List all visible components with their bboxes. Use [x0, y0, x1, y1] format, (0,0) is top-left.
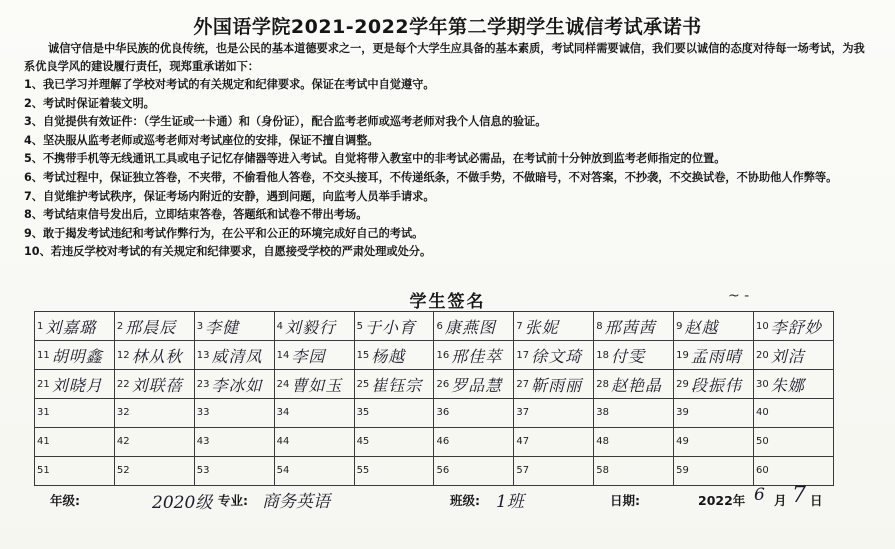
seat-number: 45 [356, 436, 370, 448]
signature-cell [514, 341, 594, 370]
seat-number: 5 [356, 320, 363, 332]
signature-cell [35, 341, 115, 370]
seat-number: 54 [276, 465, 290, 477]
signature-cell [354, 312, 434, 341]
seat-number: 42 [116, 436, 130, 448]
signature-cell [514, 428, 594, 457]
signature-cell [354, 457, 434, 486]
signature-cell [194, 341, 274, 370]
signature-cell [594, 370, 674, 399]
footer [50, 483, 850, 513]
student-signature: 孟雨晴 [690, 346, 742, 366]
signature-row [35, 370, 834, 399]
rule-item: 5、不携带手机等无线通讯工具或电子记忆存储器等进入考试。自觉将带入教室中的非考试必需品，在考试前十分钟放到监考老师指定的位置。 [24, 152, 726, 166]
signature-cell [434, 370, 514, 399]
signature-cell [514, 457, 594, 486]
signature-cell [274, 341, 354, 370]
document-title: 外国语学院2021-2022学年第二学期学生诚信考试承诺书 [193, 16, 702, 38]
student-signature: 林从秋 [131, 346, 183, 366]
signature-cell [274, 428, 354, 457]
seat-number: 59 [676, 465, 689, 477]
signature-cell [594, 399, 674, 428]
student-signature: 靳雨丽 [531, 375, 583, 395]
signature-cell [514, 399, 594, 428]
seat-number: 9 [676, 320, 683, 332]
student-signature: 邢茜茜 [604, 317, 656, 337]
seat-number: 33 [196, 407, 210, 419]
seat-number: 20 [756, 349, 769, 361]
rule-item: 10、若违反学校对考试的有关规定和纪律要求，自愿接受学校的严肃处理或处分。 [24, 245, 432, 259]
seat-number: 40 [756, 407, 769, 419]
seat-number: 60 [756, 465, 769, 477]
intro-paragraph: 诚信守信是中华民族的优良传统，也是公民的基本道德要求之一，更是每个大学生应具备的基本素质，考试同样需要诚信，我们要以诚信的态度对待每一场考试，为我系优良学风的建设履行责任，现郑重承诺如下： [24, 42, 865, 73]
student-signature: 崔钰宗 [371, 375, 423, 395]
seat-number: 34 [276, 407, 290, 419]
signature-cell [434, 399, 514, 428]
signature-row [35, 399, 834, 428]
seat-number: 58 [596, 465, 609, 477]
student-signature: 威清凤 [211, 346, 263, 366]
rule-item: 2、考试时保证着装文明。 [24, 96, 155, 110]
seat-number: 51 [37, 465, 50, 477]
rule-item: 3、自觉提供有效证件：（学生证或一卡通）和（身份证），配合监考老师或巡考老师对我个人信息的验证。 [24, 115, 547, 129]
seat-number: 1 [37, 320, 44, 332]
seat-number: 49 [676, 436, 689, 448]
rule-item: 6、考试过程中，保证独立答卷，不夹带，不偷看他人答卷，不交头接耳，不传递纸条，不做手势，不做暗号，不对答案，不抄袭，不交换试卷，不协助他人作弊等。 [24, 170, 838, 184]
seat-number: 55 [356, 465, 370, 477]
student-signature: 朱娜 [770, 375, 805, 395]
signature-cell [274, 370, 354, 399]
student-signature: 李健 [205, 317, 240, 337]
signature-cell [354, 341, 434, 370]
student-signature: 曹如玉 [291, 375, 343, 395]
date-day-unit: 日 [810, 493, 823, 508]
seat-number: 10 [756, 320, 769, 332]
seat-number: 41 [37, 436, 50, 448]
signature-cell [114, 312, 194, 341]
signature-cell [274, 312, 354, 341]
signature-row [35, 312, 834, 341]
signature-cell [674, 399, 754, 428]
rule-item: 7、自觉维护考试秩序，保证考场内附近的安静，遇到问题，向监考人员举手请求。 [24, 189, 435, 203]
seat-number: 56 [436, 465, 450, 477]
student-signature: 李园 [291, 346, 326, 366]
seat-number: 27 [516, 378, 530, 390]
seat-number: 37 [516, 407, 530, 419]
student-signature: 赵艳晶 [610, 375, 662, 395]
major-value: 商务英语 [262, 492, 330, 512]
seat-number: 35 [356, 407, 370, 419]
signature-cell [354, 399, 434, 428]
seat-number: 48 [596, 436, 609, 448]
signature-cell [354, 370, 434, 399]
signature-cell [35, 399, 115, 428]
signature-cell [754, 312, 834, 341]
signature-cell [114, 399, 194, 428]
seat-number: 11 [37, 349, 50, 361]
seat-number: 19 [676, 349, 689, 361]
rules-list [24, 76, 874, 262]
signature-section-title: 学生签名 [409, 292, 486, 312]
class-value: 1班 [496, 492, 524, 512]
seat-number: 57 [516, 465, 530, 477]
signature-cell [754, 341, 834, 370]
signature-table [34, 311, 834, 486]
student-signature: 刘嘉璐 [45, 317, 97, 337]
signature-cell [434, 341, 514, 370]
seat-number: 15 [356, 349, 370, 361]
signature-cell [754, 457, 834, 486]
seat-number: 26 [436, 378, 450, 390]
signature-row [35, 457, 834, 486]
seat-number: 14 [276, 349, 290, 361]
seat-number: 53 [196, 465, 210, 477]
seat-number: 29 [676, 378, 689, 390]
student-signature: 刘晓月 [51, 375, 103, 395]
signature-cell [514, 312, 594, 341]
seat-number: 36 [436, 407, 450, 419]
student-signature: 付雯 [610, 346, 645, 366]
grade-value: 2020级 [152, 493, 213, 513]
rule-item: 1、我已学习并理解了学校对考试的有关规定和纪律要求。保证在考试中自觉遵守。 [24, 78, 435, 91]
student-signature: 刘洁 [770, 346, 805, 366]
seat-number: 31 [37, 407, 50, 419]
signature-cell [194, 370, 274, 399]
signature-row [35, 428, 834, 457]
grade-label: 年级: [50, 493, 80, 508]
signature-cell [194, 312, 274, 341]
seat-number: 44 [276, 436, 290, 448]
signature-cell [35, 370, 115, 399]
signature-cell [194, 428, 274, 457]
signature-cell [114, 428, 194, 457]
signature-cell [754, 399, 834, 428]
seat-number: 7 [516, 320, 523, 332]
signature-cell [114, 457, 194, 486]
student-signature: 邢佳萃 [451, 346, 503, 366]
student-signature: 张妮 [524, 317, 559, 337]
signature-cell [35, 428, 115, 457]
seat-number: 46 [436, 436, 450, 448]
seat-number: 12 [116, 349, 130, 361]
signature-cell [514, 370, 594, 399]
student-signature: 康燕图 [444, 317, 496, 337]
student-signature: 李冰如 [211, 375, 263, 395]
seat-number: 4 [276, 320, 284, 332]
student-signature: 李舒妙 [770, 317, 822, 337]
seat-number: 28 [596, 378, 609, 390]
student-signature: 段振伟 [690, 375, 742, 395]
signature-cell [114, 341, 194, 370]
signature-cell [594, 457, 674, 486]
date-label: 日期: [610, 493, 640, 508]
student-signature: 于小育 [364, 317, 416, 337]
seat-number: 50 [756, 436, 769, 448]
signature-cell [194, 399, 274, 428]
signature-cell [434, 457, 514, 486]
signature-cell [114, 370, 194, 399]
signature-cell [674, 428, 754, 457]
signature-cell [674, 341, 754, 370]
signature-cell [35, 457, 115, 486]
major-label: 专业: [218, 493, 248, 508]
date-day: 7 [792, 483, 806, 508]
signature-cell [434, 312, 514, 341]
seat-number: 21 [37, 378, 50, 390]
signature-cell [754, 428, 834, 457]
student-signature: 杨越 [371, 346, 406, 366]
student-signature: 刘联蓓 [131, 375, 183, 395]
signature-cell [194, 457, 274, 486]
signature-cell [354, 428, 434, 457]
seat-number: 13 [196, 349, 210, 361]
student-signature: 胡明鑫 [51, 346, 103, 366]
seat-number: 2 [116, 320, 124, 332]
seat-number: 43 [196, 436, 210, 448]
signature-cell [594, 428, 674, 457]
seat-number: 16 [436, 349, 450, 361]
seat-number: 23 [196, 378, 210, 390]
rule-item: 8、考试结束信号发出后，立即结束答卷，答题纸和试卷不带出考场。 [24, 208, 368, 222]
seat-number: 3 [196, 320, 204, 332]
student-signature: 邢晨辰 [125, 317, 177, 337]
seat-number: 18 [596, 349, 609, 361]
student-signature: 徐文琦 [531, 346, 583, 366]
signature-cell [594, 341, 674, 370]
seat-number: 22 [116, 378, 130, 390]
seat-number: 25 [356, 378, 370, 390]
seat-number: 47 [516, 436, 530, 448]
seat-number: 24 [276, 378, 290, 390]
class-label: 班级: [450, 493, 480, 508]
student-signature: 刘毅行 [285, 317, 337, 337]
rule-item: 9、敢于揭发考试违纪和考试作弊行为，在公平和公正的环境完成好自己的考试。 [24, 226, 424, 240]
seat-number: 17 [516, 349, 530, 361]
signature-cell [674, 370, 754, 399]
date-month-unit: 月 [774, 493, 787, 508]
seat-number: 38 [596, 407, 609, 419]
signature-cell [274, 399, 354, 428]
signature-row [35, 341, 834, 370]
student-signature: 罗品慧 [451, 375, 503, 395]
date-month: 6 [754, 485, 765, 505]
seat-number: 52 [116, 465, 130, 477]
rule-item: 4、坚决服从监考老师或巡考老师对考试座位的安排，保证不擅自调整。 [24, 133, 379, 147]
signature-cell [274, 457, 354, 486]
signature-cell [674, 457, 754, 486]
seat-number: 30 [756, 378, 769, 390]
seat-number: 6 [436, 320, 443, 332]
signature-cell [594, 312, 674, 341]
signature-cell [754, 370, 834, 399]
student-signature: 赵越 [684, 317, 719, 337]
seat-number: 8 [596, 320, 603, 332]
stray-pen-mark: ~ - [728, 288, 750, 304]
seat-number: 39 [676, 407, 689, 419]
signature-cell [35, 312, 115, 341]
date-year: 2022年 [698, 493, 746, 508]
signature-cell [674, 312, 754, 341]
signature-cell [434, 428, 514, 457]
seat-number: 32 [116, 407, 130, 419]
